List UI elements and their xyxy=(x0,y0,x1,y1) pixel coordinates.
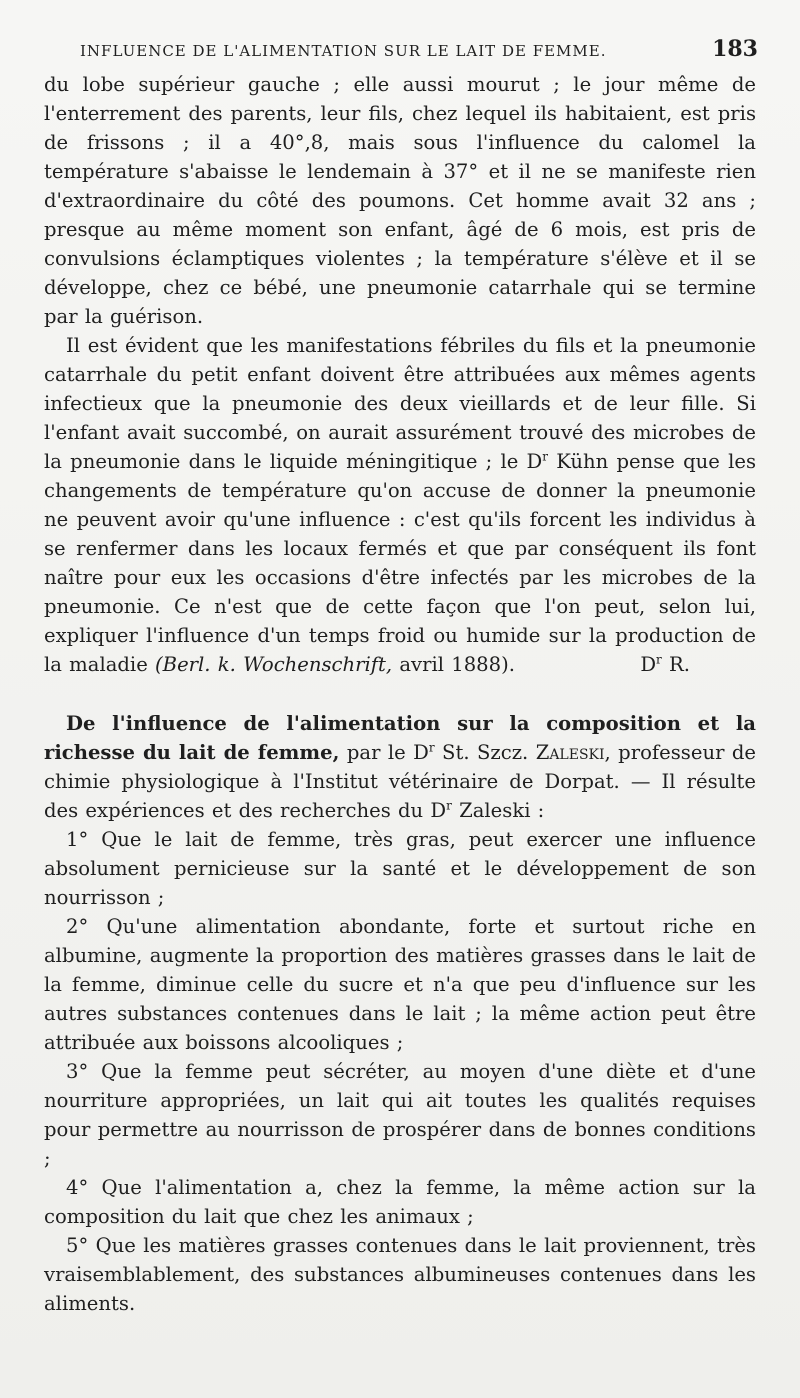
list-item: 4° Que l'alimentation a, chez la femme, la même action sur la composition du lait que chez les animaux ; xyxy=(44,1176,756,1228)
citation: (Berl. k. Wochenschrift, xyxy=(155,653,393,676)
list-item: 1° Que le lait de femme, très gras, peut exercer une influence absolument pernicieuse sur la santé et le développement de son nourrisson ; xyxy=(44,828,756,909)
page-number: 183 xyxy=(712,36,758,62)
section-gap xyxy=(44,679,756,709)
article-heading: De l'influence de l'alimentation sur la composition et la richesse du lait de femme, par le $D^r$ St. Szcz. Zaleski, professeur de chimie physiologique à l'Institut vétérinaire de Dorpat. — Il résulte des expériences et des recherches du $D^r$ Zaleski : xyxy=(44,712,756,822)
author-name: Zaleski xyxy=(535,741,605,764)
list-item: 3° Que la femme peut sécréter, au moyen d'une diète et d'une nourriture appropriées, un lait qui ait toutes les qualités requises pour permettre au nourrisson de prospérer dans de bonnes conditions ; xyxy=(44,1060,756,1170)
paragraph-continuation: du lobe supérieur gauche ; elle aussi mourut ; le jour même de l'enterrement des parents, leur fils, chez lequel ils habitaient, est pris de frissons ; il a 40°,8, mais sous l'influence du calomel la température s'abaisse le lendemain à 37° et il ne se manifeste rien d'extraordinaire du côté des poumons. Cet homme avait 32 ans ; presque au même moment son enfant, âgé de 6 mois, est pris de convulsions éclamptiques violentes ; la température s'élève et il se développe, chez ce bébé, une pneumonie catarrhale qui se termine par la guérison. xyxy=(44,73,756,328)
list-item: 2° Qu'une alimentation abondante, forte et surtout riche en albumine, augmente la proportion des matières grasses dans le lait de la femme, diminue celle du sucre et n'a que peu d'influence sur les autres substances contenues dans le lait ; la même action peut être attribuée aux boissons alcooliques ; xyxy=(44,915,756,1054)
running-title: INFLUENCE DE L'ALIMENTATION SUR LE LAIT DE FEMME. xyxy=(80,42,607,60)
signature: $D^r$ R. xyxy=(640,652,690,676)
page-body xyxy=(44,70,756,1318)
paragraph-conclusion: Il est évident que les manifestations fébriles du fils et la pneumonie catarrhale du petit enfant doivent être attribuées aux mêmes agents infectieux que la pneumonie des deux vieillards et de leur fille. Si l'enfant avait succombé, on aurait assurément trouvé des microbes de la pneumonie dans le liquide méningitique ; le $D^r$ Kühn pense que les changements de température qu'on accuse de donner la pneumonie ne peuvent avoir qu'une influence : c'est qu'ils forcent les individus à se renfermer dans les locaux fermés et que par conséquent ils font naître pour eux les occasions d'être infectés par les microbes de la pneumonie. Ce n'est que de cette façon que l'on peut, selon lui, expliquer l'influence d'un temps froid ou humide sur la production de la maladie (Berl. k. Wochenschrift, avril 1888). $D^r$ R. xyxy=(44,331,756,679)
list-item: 5° Que les matières grasses contenues dans le lait proviennent, très vraisemblablement, des substances albumineuses contenues dans les aliments. xyxy=(44,1234,756,1315)
page-header xyxy=(80,36,758,70)
article-title: De l'influence de l'alimentation sur la composition et la richesse du lait de femme, xyxy=(44,712,756,764)
